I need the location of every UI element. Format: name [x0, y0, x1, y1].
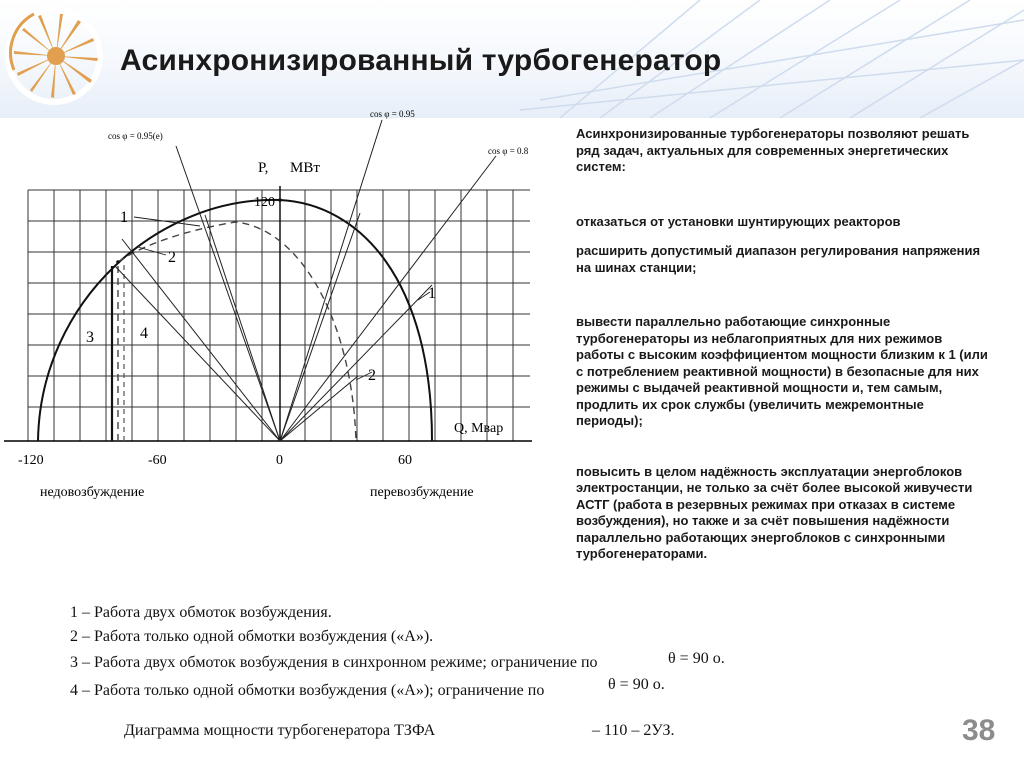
side-text-item-1: отказаться от установки шунтирующих реакторов — [576, 213, 901, 229]
curve-label-right-1: 1 — [428, 285, 436, 302]
x-tick-0: 0 — [276, 453, 283, 468]
y-tick-120: 120 — [254, 195, 275, 210]
over-excitation-label: перевозбуждение — [370, 485, 474, 500]
cos-label-095: cos φ = 0.95 — [370, 109, 415, 119]
cos-label-08: cos φ = 0.8 — [488, 146, 529, 156]
label-leaders — [134, 217, 430, 380]
legend-line-3-theta: θ = 90 o. — [668, 650, 725, 667]
diagram-caption-model: – 110 – 2УЗ. — [592, 722, 675, 739]
x-tick-60: 60 — [398, 453, 412, 468]
power-diagram-svg — [0, 100, 560, 510]
curve-1 — [38, 200, 432, 441]
side-text-item-2: расширить допустимый диапазон регулирования напряжения на шинах станции; — [576, 243, 981, 275]
legend-line-2: 2 – Работа только одной обмотки возбуждения («А»). — [70, 628, 434, 645]
curve-2 — [118, 222, 356, 441]
side-text-item-4: повысить в целом надёжность эксплуатации энергоблоков электростанции, не только за счёт более высокой живучести АСТГ (работа в резервных режимах при отказах в системе возбуждения), но также и за счёт повышения надёжности параллельно работающих энергоблоков с синхронными турбогенераторами. — [576, 463, 973, 561]
x-tick-minus-120: -120 — [18, 453, 44, 468]
curve-label-left-1: 1 — [120, 209, 128, 226]
legend-line-4: 4 – Работа только одной обмотки возбуждения («А»); ограничение по — [70, 682, 545, 699]
page-title: Асинхронизированный турбогенератор — [120, 44, 722, 77]
curve-label-left-3: 3 — [86, 329, 94, 346]
slide-number: 38 — [962, 714, 996, 747]
power-diagram — [0, 100, 560, 510]
y-axis-unit: МВт — [290, 160, 320, 176]
diagram-caption: Диаграмма мощности турбогенератора ТЗФА — [124, 722, 436, 739]
side-text-item-3: вывести параллельно работающие синхронные турбогенераторы из неблагоприятных для них режимов работы с высоким коэффициентом мощности близким к 1 (или с потреблением реактивной мощности) в безопасные для них режимы с выдачей реактивной мощности и, тем самым, продлить их срок службы (увеличить межремонтные периоды); — [576, 314, 988, 428]
x-axis-label: Q, Мвар — [454, 421, 504, 436]
curve-label-left-4: 4 — [140, 325, 148, 342]
grid — [28, 190, 530, 441]
curve-label-left-2: 2 — [168, 249, 176, 266]
legend-line-4-theta: θ = 90 o. — [608, 676, 665, 693]
legend-line-3: 3 – Работа двух обмоток возбуждения в синхронном режиме; ограничение по — [70, 654, 598, 671]
x-tick-minus-60: -60 — [148, 453, 167, 468]
cos-label-095e: cos φ = 0.95(e) — [108, 131, 163, 141]
side-text-intro: Асинхронизированные турбогенераторы позволяют решать ряд задач, актуальных для современных энергетических систем: — [576, 126, 970, 174]
curve-label-right-2: 2 — [368, 367, 376, 384]
under-excitation-label: недовозбуждение — [40, 485, 145, 500]
side-text — [576, 126, 994, 563]
y-axis-label: P, — [258, 160, 269, 176]
logo-icon — [0, 0, 108, 108]
legend-line-1: 1 – Работа двух обмоток возбуждения. — [70, 604, 332, 621]
